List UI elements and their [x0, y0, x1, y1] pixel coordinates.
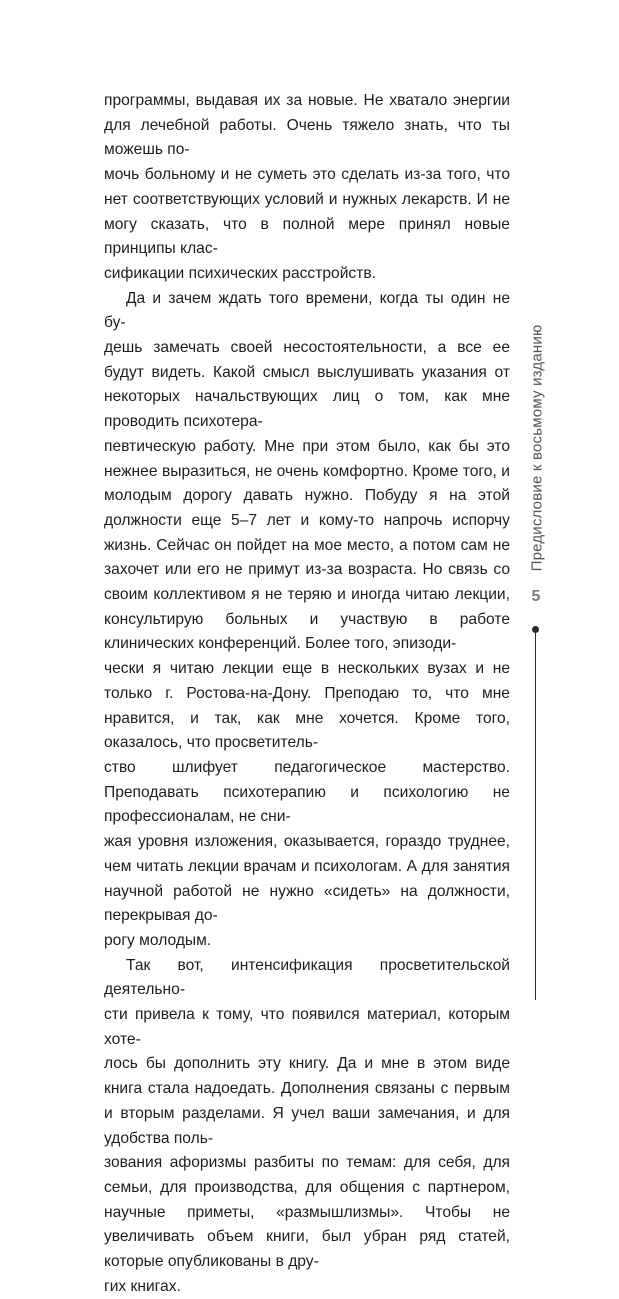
text-line: жая уровня изложения, оказывается, гораздо труднее, чем — [104, 833, 510, 875]
text-line: разделами. Я учел ваши замечания, и для удобства поль- — [104, 1104, 510, 1147]
text-line: сказать, что в полной мере принял новые принципы клас- — [104, 215, 510, 258]
text-line: для производства, для общения с партнером, научные — [104, 1178, 510, 1221]
text-line: Так вот, интенсификация просветительской деятельно- — [104, 956, 510, 999]
text-line: дешь замечать своей несостоятельности, а все ее будут — [104, 339, 510, 381]
text-line: приметы, «размышлизмы». Чтобы не увеличивать объем — [104, 1203, 510, 1246]
text-line: зования афоризмы разбиты по темам: для себя, для семьи, — [104, 1154, 510, 1196]
text-line: психотерапию и психологию не профессионалам, не сни- — [104, 783, 510, 826]
text-line: чески я читаю лекции еще в нескольких вузах и не только — [104, 660, 510, 702]
body-text — [104, 89, 510, 1299]
text-line: книги, был убран ряд статей, которые опубликованы в дру- — [104, 1228, 510, 1271]
text-line: дорогу давать нужно. Побуду я на этой должности еще 5–7 — [104, 487, 510, 529]
text-line: сификации психических расстройств. — [104, 264, 376, 282]
text-line: на мое место, а потом сам не захочет или его не примут — [104, 536, 510, 579]
text-line: начальствующих лиц о том, как мне проводить психотера- — [104, 388, 510, 431]
page-number: 5 — [531, 588, 541, 605]
paragraph-1 — [104, 89, 510, 287]
text-line: и иногда читаю лекции, консультирую больных и участвую — [104, 586, 510, 628]
running-head: Предисловие к восьмому изданию — [528, 324, 546, 572]
text-line: стала надоедать. Дополнения связаны с первым и вторым — [104, 1080, 510, 1122]
text-line: г. Ростова-на-Дону. Преподаю то, что мне нравится, и так, — [104, 684, 510, 727]
text-line: гих книгах. — [104, 1277, 181, 1295]
text-line: работой не нужно «сидеть» на должности, перекрывая до- — [104, 882, 510, 925]
text-line: лось бы дополнить эту книгу. Да и мне в этом виде книга — [104, 1055, 510, 1098]
margin-rule — [535, 632, 536, 1000]
paragraph-2 — [104, 287, 510, 954]
text-line: лечебной работы. Очень тяжело знать, что ты можешь по- — [104, 116, 510, 159]
text-line: видеть. Какой смысл выслушивать указания от некоторых — [104, 363, 510, 406]
text-line: в работе клинических конференций. Более того, эпизоди- — [104, 610, 510, 653]
text-line: читать лекции врачам и психологам. А для занятия научной — [104, 857, 510, 900]
text-line: сти привела к тому, что появился материал, которым хоте- — [104, 1006, 510, 1048]
text-line: рогу молодым. — [104, 931, 212, 949]
text-line: выразиться, не очень комфортно. Кроме того, и молодым — [104, 462, 510, 505]
text-line: мочь больному и не суметь это сделать из-за того, что нет — [104, 166, 510, 208]
text-line: соответствующих условий и нужных лекарств. И не могу — [104, 190, 510, 233]
text-line: Да и зачем ждать того времени, когда ты один не бу- — [104, 289, 510, 332]
text-line: из-за возраста. Но связь со своим коллективом я не теряю — [104, 561, 510, 604]
text-line: как мне хочется. Кроме того, оказалось, что просветитель- — [104, 709, 510, 752]
text-line: певтическую работу. Мне при этом было, как бы это нежнее — [104, 437, 510, 480]
text-line: ство шлифует педагогическое мастерство. Преподавать — [104, 758, 510, 801]
text-line: программы, выдавая их за новые. Не хватало энергии для — [104, 92, 510, 134]
paragraph-3 — [104, 954, 510, 1299]
text-line: лет и кому-то напрочь испорчу жизнь. Сейчас он пойдет — [104, 511, 510, 554]
